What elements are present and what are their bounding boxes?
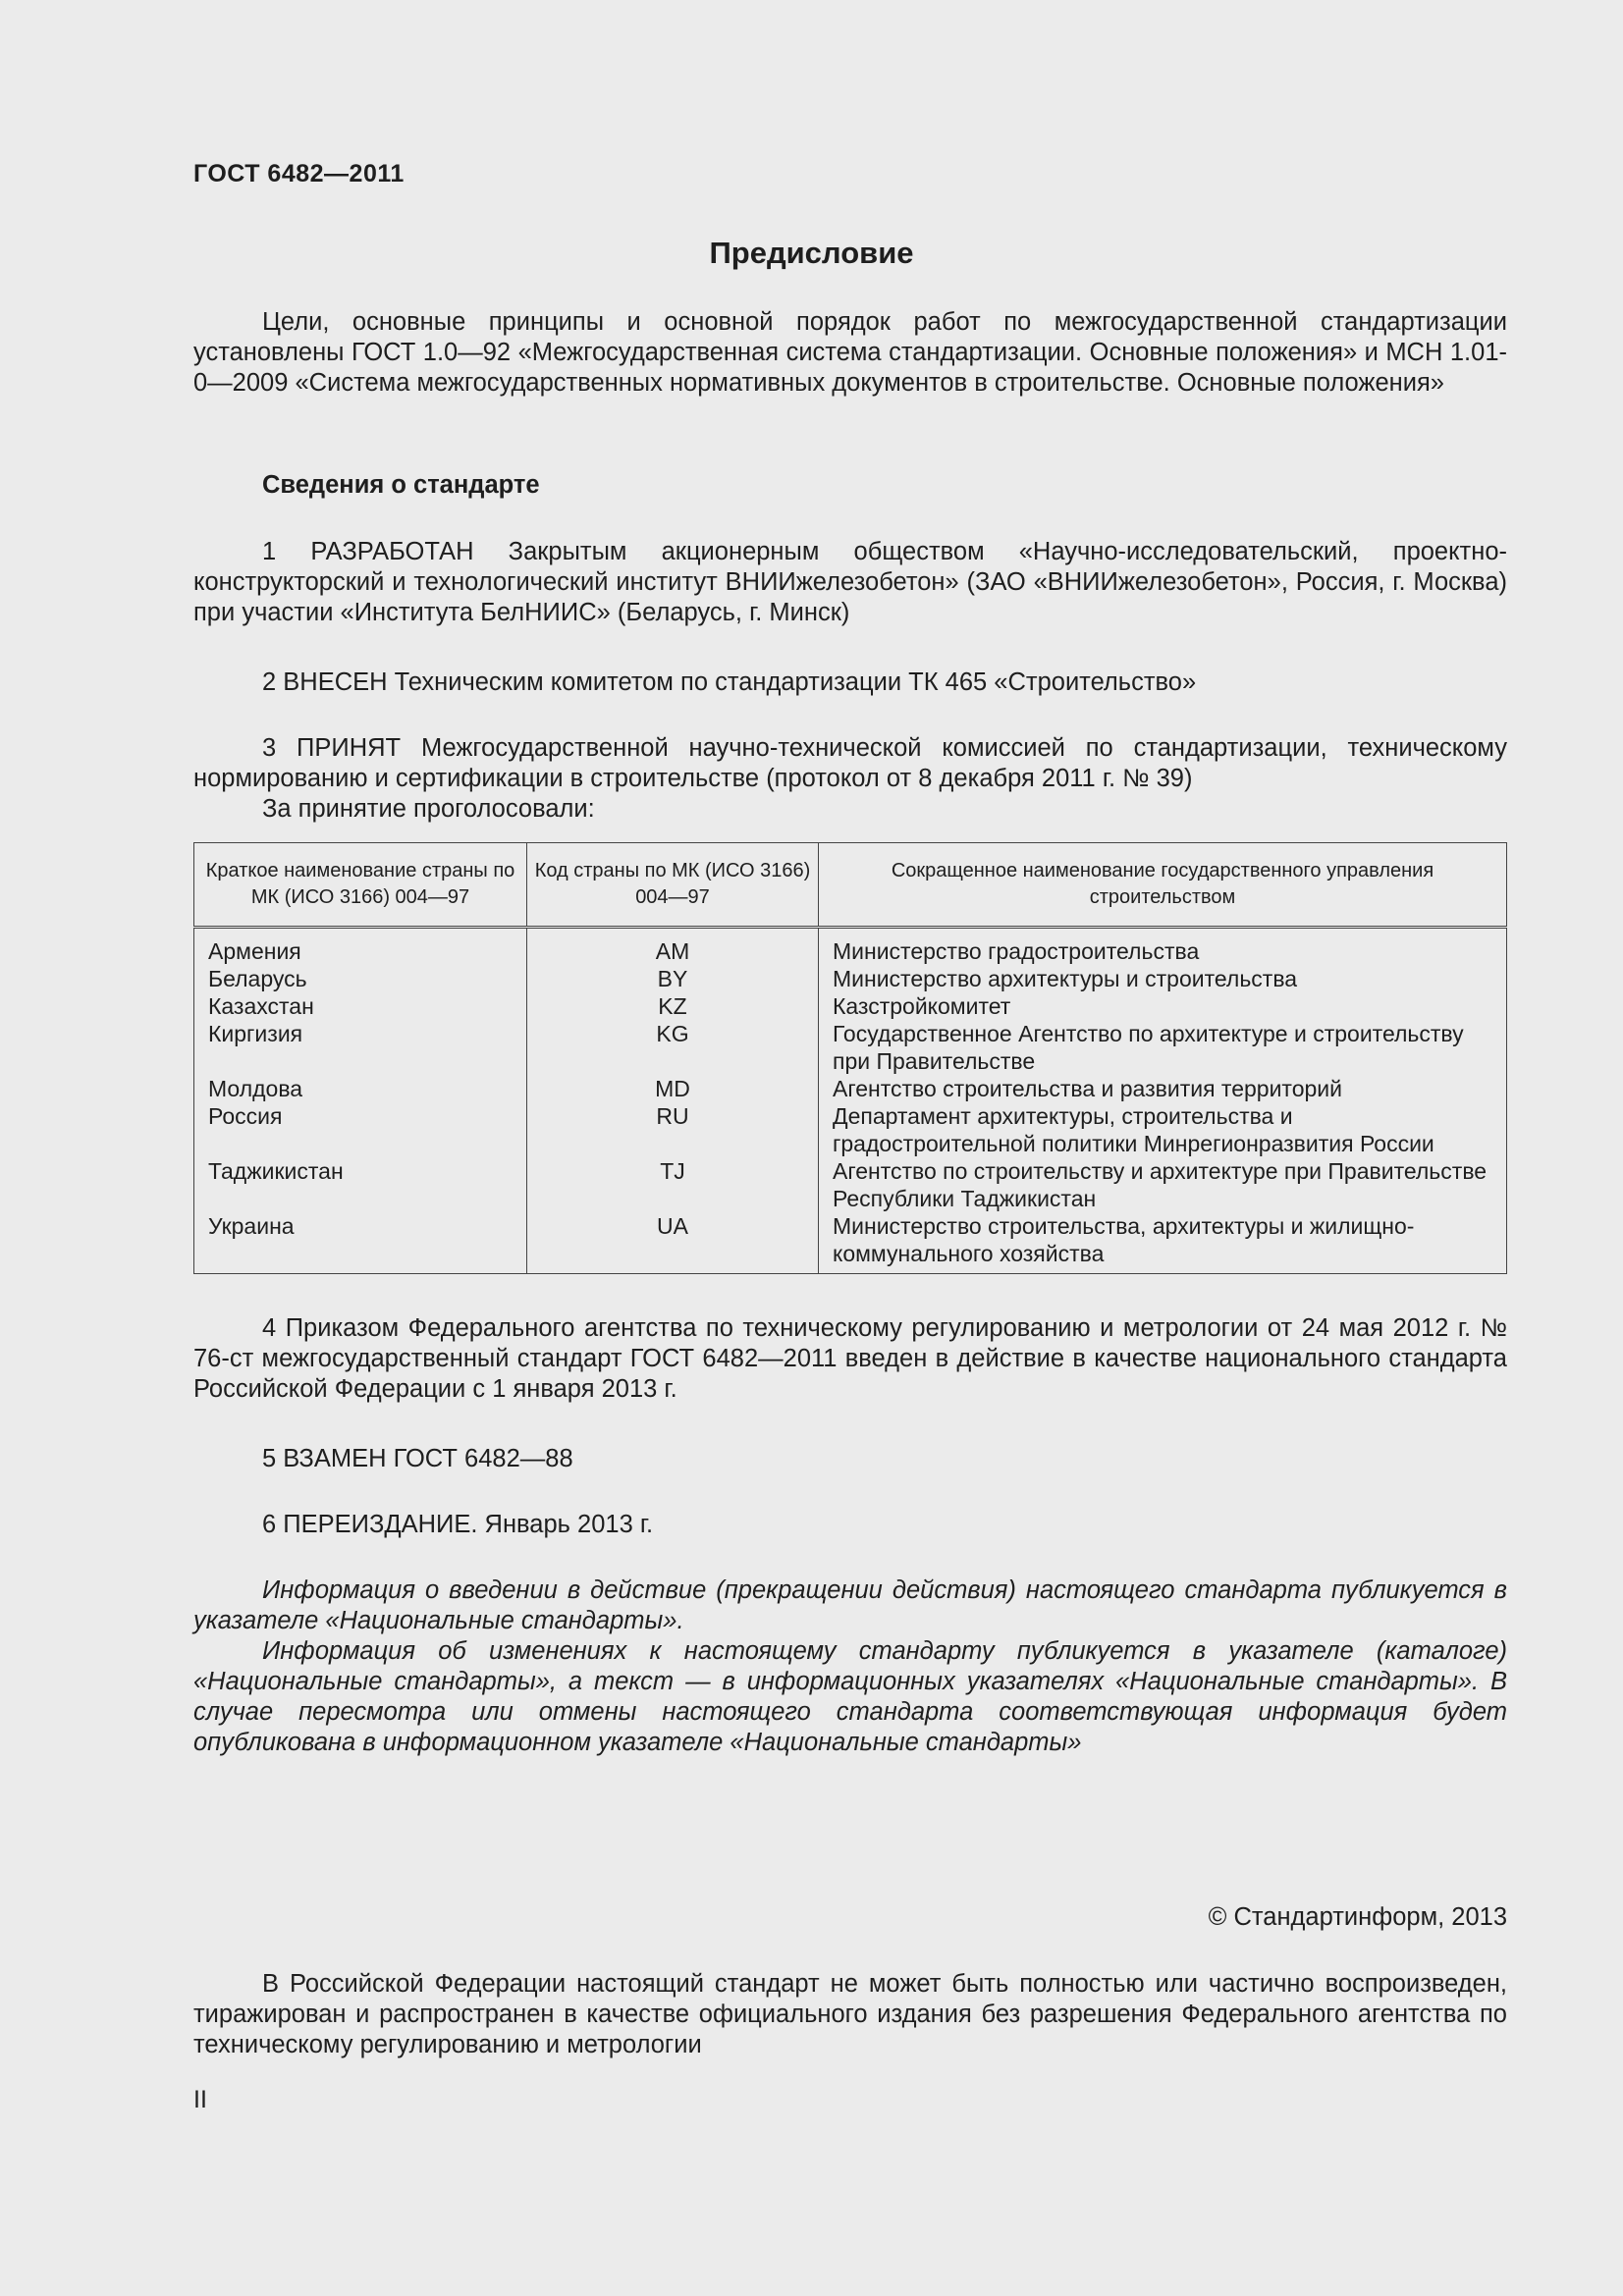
agency-name: Министерство архитектуры и строительства <box>819 965 1507 992</box>
reproduction-notice: В Российской Федерации настоящий стандарт не может быть полностью или частично воспроизведен, тиражирован и распространен в качестве официального издания без разрешения Федерального агентства по техническому регулированию и метрологии <box>193 1970 1507 2058</box>
info-paragraph-2: Информация об изменениях к настоящему стандарту публикуется в указателе (каталоге) «Национальные стандарты», а текст — в информационных указателях «Национальные стандарты». В случае пересмотра или отмены настоящего стандарта соответствующая информация будет опубликована в информационном указателе «Национальные стандарты» <box>193 1637 1507 1756</box>
column-header-code: Код страны по МК (ИСО 3166) 004—97 <box>527 843 819 928</box>
table-row <box>194 1212 1507 1274</box>
agency-name: Государственное Агентство по архитектуре и строительству при Правительстве <box>819 1020 1507 1075</box>
agency-name: Казстройкомитет <box>819 992 1507 1020</box>
country-name: Армения <box>194 928 527 966</box>
intro-paragraph: Цели, основные принципы и основной порядок работ по межгосударственной стандартизации установлены ГОСТ 1.0—92 «Межгосударственная система стандартизации. Основные положения» и МСН 1.01-0—2009 «Система межгосударственных нормативных документов в строительстве. Основные положения» <box>193 308 1507 397</box>
column-header-agency: Сокращенное наименование государственного управления строительством <box>819 843 1507 928</box>
country-code: RU <box>527 1102 819 1157</box>
country-code: KG <box>527 1020 819 1075</box>
notice-block <box>193 1969 1507 2060</box>
country-name: Казахстан <box>194 992 527 1020</box>
agency-name: Департамент архитектуры, строительства и градостроительной политики Минрегионразвития России <box>819 1102 1507 1157</box>
country-name: Украина <box>194 1212 527 1274</box>
intro-block <box>193 307 1507 399</box>
item-3: 3 ПРИНЯТ Межгосударственной научно-технической комиссией по стандартизации, техническому нормированию и сертификации в строительстве (протокол от 8 декабря 2011 г. № 39) <box>193 734 1507 792</box>
country-code: UA <box>527 1212 819 1274</box>
table-row <box>194 992 1507 1020</box>
about-heading: Сведения о стандарте <box>262 471 540 499</box>
country-name: Беларусь <box>194 965 527 992</box>
country-name: Молдова <box>194 1075 527 1102</box>
country-code: BY <box>527 965 819 992</box>
item-2-block <box>193 667 1507 698</box>
voting-table <box>193 842 1507 1274</box>
item-1: 1 РАЗРАБОТАН Закрытым акционерным обществом «Научно-исследовательский, проектно-конструкторский и технологический институт ВНИИжелезобетон» (ЗАО «ВНИИжелезобетон», Россия, г. Москва) при участии «Института БелНИИС» (Беларусь, г. Минск) <box>193 538 1507 626</box>
country-name: Киргизия <box>194 1020 527 1075</box>
agency-name: Министерство градостроительства <box>819 928 1507 966</box>
agency-name: Министерство строительства, архитектуры и жилищно-коммунального хозяйства <box>819 1212 1507 1274</box>
item-5-block <box>193 1444 1507 1474</box>
page-title: Предисловие <box>709 236 914 270</box>
table-row <box>194 1020 1507 1075</box>
item-4: 4 Приказом Федерального агентства по техническому регулированию и метрологии от 24 мая 2012 г. № 76-ст межгосударственный стандарт ГОСТ 6482—2011 введен в действие в качестве национального стандарта Российской Федерации с 1 января 2013 г. <box>193 1314 1507 1403</box>
item-6: 6 ПЕРЕИЗДАНИЕ. Январь 2013 г. <box>262 1511 654 1538</box>
country-code: KZ <box>527 992 819 1020</box>
item-6-block <box>193 1510 1507 1540</box>
table-row <box>194 965 1507 992</box>
agency-name: Агентство строительства и развития территорий <box>819 1075 1507 1102</box>
table-row <box>194 1157 1507 1212</box>
country-code: MD <box>527 1075 819 1102</box>
table-row <box>194 1075 1507 1102</box>
item-5: 5 ВЗАМЕН ГОСТ 6482—88 <box>262 1445 573 1472</box>
item-1-block <box>193 537 1507 628</box>
page-number: II <box>193 2086 207 2113</box>
copyright-block <box>193 1902 1507 1933</box>
agency-name: Агентство по строительству и архитектуре при Правительстве Республики Таджикистан <box>819 1157 1507 1212</box>
country-name: Таджикистан <box>194 1157 527 1212</box>
table-row <box>194 928 1507 966</box>
table-row <box>194 1102 1507 1157</box>
item-3-block <box>193 733 1507 825</box>
item-2: 2 ВНЕСЕН Техническим комитетом по стандартизации ТК 465 «Строительство» <box>262 668 1197 696</box>
info-paragraph-1: Информация о введении в действие (прекращении действия) настоящего стандарта публикуется в указателе «Национальные стандарты». <box>193 1576 1507 1634</box>
item-3-vote: За принятие проголосовали: <box>262 795 595 823</box>
column-header-country: Краткое наименование страны по МК (ИСО 3166) 004—97 <box>194 843 527 928</box>
copyright: © Стандартинформ, 2013 <box>1208 1903 1507 1931</box>
about-heading-block <box>193 471 1507 500</box>
country-code: TJ <box>527 1157 819 1212</box>
country-code: AM <box>527 928 819 966</box>
table-header-row <box>194 843 1507 928</box>
item-4-block <box>193 1313 1507 1405</box>
info-block <box>193 1575 1507 1758</box>
country-name: Россия <box>194 1102 527 1157</box>
document-header: ГОСТ 6482—2011 <box>193 160 405 187</box>
